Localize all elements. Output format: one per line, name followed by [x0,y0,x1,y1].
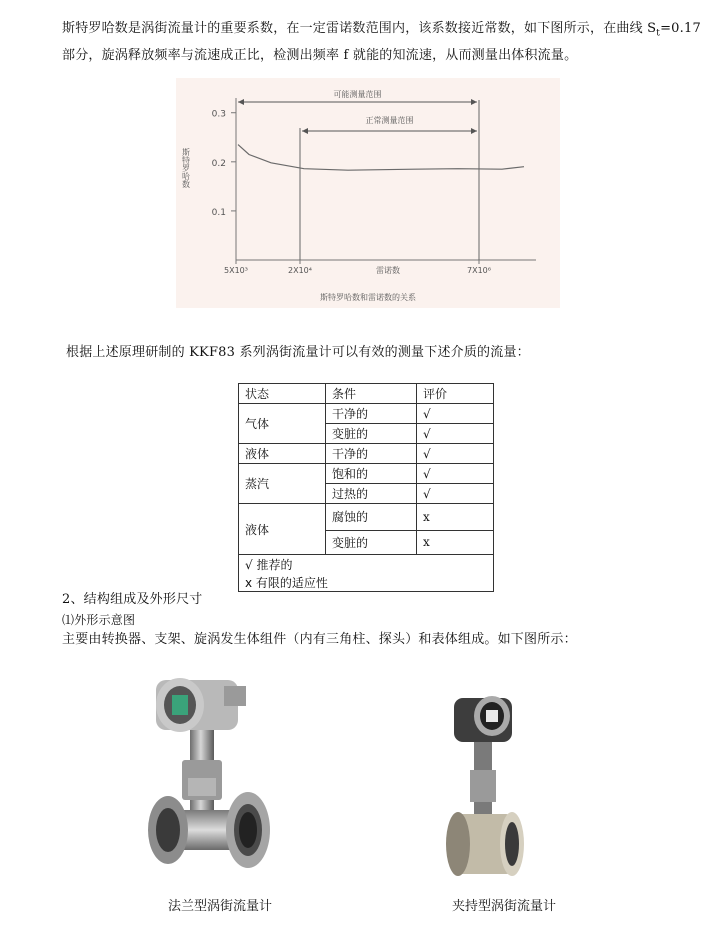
y-tick-label: 0.2 [211,158,226,169]
condition-cell: 变脏的 [326,530,417,554]
condition-cell: 过热的 [326,484,417,504]
table-row [239,404,494,424]
rating-cell: √ [417,424,494,444]
section-title: 2、结构组成及外形尺寸 [62,592,203,607]
y-tick-label: 0.1 [211,207,226,218]
header-rating: 评价 [417,384,494,404]
header-condition: 条件 [326,384,417,404]
y-tick-label: 0.3 [211,109,226,120]
table-row [239,464,494,484]
y-axis-label: 斯特罗哈数 [181,148,191,188]
intro-text-1: 斯特罗哈数是涡街流量计的重要系数，在一定雷诺数范围内，该系数接近常数，如下图所示，在曲线 S [62,21,657,36]
state-cell: 液体 [239,444,326,464]
rating-cell: x [417,504,494,531]
legend-limited: x 有限的适应性 [239,573,494,592]
rating-cell: √ [417,404,494,424]
rating-cell: √ [417,444,494,464]
rating-cell: √ [417,464,494,484]
strouhal-chart [176,78,560,308]
media-paragraph: 根据上述原理研制的 KKF83 系列涡街流量计可以有效的测量下述介质的流量： [66,345,530,360]
condition-cell: 饱和的 [326,464,417,484]
x-tick-label: 5X10³ [224,266,248,275]
legend-row [239,555,494,574]
intro-paragraph [62,18,702,67]
x-axis-label: 雷诺数 [376,266,400,275]
condition-cell: 干净的 [326,404,417,424]
condition-cell: 变脏的 [326,424,417,444]
x-tick-label: 2X10⁴ [288,266,312,275]
chart-title: 斯特罗哈数和雷诺数的关系 [320,293,416,302]
media-table [238,383,494,592]
range-label-normal: 正常测量范围 [365,116,414,125]
state-cell: 蒸汽 [239,464,326,504]
condition-cell: 腐蚀的 [326,504,417,531]
legend-recommended: √ 推荐的 [239,555,494,574]
range-label-possible: 可能测量范围 [333,90,382,99]
condition-cell: 干净的 [326,444,417,464]
rating-cell: x [417,530,494,554]
flange-flowmeter-image [138,668,278,890]
state-cell: 气体 [239,404,326,444]
structure-paragraph: 主要由转换器、支架、旋涡发生体组件（内有三角柱、探头）和表体组成。如下图所示： [62,632,577,647]
table-header-row [239,384,494,404]
header-state: 状态 [239,384,326,404]
x-tick-label: 7X10⁶ [467,266,491,275]
rating-cell: √ [417,484,494,504]
caption-flange: 法兰型涡街流量计 [168,899,273,914]
state-cell: 液体 [239,504,326,555]
intro-subscript: t [656,28,661,39]
legend-row [239,573,494,592]
strouhal-curve [238,145,524,171]
intro-text-2: =0.17 部分，旋涡释放频率与流速成正比，检测出频率 f 就能的知流速，从而测量出体积流量。 [62,21,701,63]
wafer-flowmeter-image [440,690,530,890]
chart-svg [176,78,560,308]
table-row [239,504,494,531]
subsection-title: ⑴外形示意图 [62,613,136,627]
table-row [239,444,494,464]
caption-wafer: 夹持型涡街流量计 [452,899,557,914]
